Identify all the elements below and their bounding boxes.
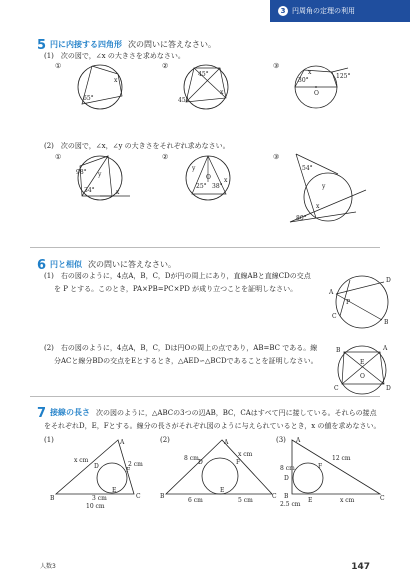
divider-1 (30, 247, 380, 248)
fig71-x: x cm (74, 457, 89, 464)
figure-5-2-2 (170, 152, 250, 212)
fig72-5cm: 5 cm (238, 497, 253, 504)
chapter-header (270, 0, 410, 22)
fig513-125: 125° (336, 73, 351, 80)
fig73-D: D (284, 475, 289, 482)
q5-2-text: (2) 次の図で，∠x，∠y の大きさをそれぞれ求めなさい。 (44, 142, 230, 150)
fig71-C: C (136, 493, 141, 500)
fig521-34: 34° (84, 187, 95, 194)
fig73-B: B (284, 493, 289, 500)
chapter-title: 円周角の定理の利用 (292, 7, 355, 15)
section-5-instruction: 次の問いに答えなさい。 (128, 40, 217, 49)
fig62-O: O (360, 373, 365, 380)
q5-1-mark-3: ③ (273, 62, 280, 70)
fig512-45a: 45° (198, 71, 209, 78)
fig73-F: F (318, 463, 323, 470)
fig71-A: A (120, 439, 125, 446)
q5-2-mark-2: ② (162, 153, 169, 161)
figure-5-1-3 (276, 62, 366, 122)
fig72-6cm: 6 cm (188, 497, 203, 504)
fig73-E: E (308, 497, 313, 504)
q5-2-mark-3: ③ (273, 153, 280, 161)
fig523-x: x (316, 203, 320, 210)
fig72-E: E (220, 487, 225, 494)
divider-2 (30, 396, 380, 397)
fig512-x: x (220, 89, 224, 96)
fig62-C: C (334, 385, 339, 392)
fig61-B: B (384, 319, 389, 326)
fig513-x: x (308, 69, 312, 76)
section-7-number: 7 (37, 406, 47, 421)
fig73-x: x cm (340, 497, 355, 504)
figure-5-2-1 (60, 152, 160, 212)
fig72-x: x cm (238, 451, 253, 458)
fig71-F: F (126, 467, 131, 474)
fig72-C: C (272, 493, 277, 500)
fig521-98: 98° (76, 169, 87, 176)
fig72-B: B (160, 493, 165, 500)
fig71-10cm: 10 cm (86, 503, 105, 510)
q7-mark-1: (1) (44, 436, 54, 444)
fig62-B: B (336, 347, 341, 354)
fig62-A: A (383, 345, 388, 352)
figure-5-1-2 (168, 62, 248, 122)
fig71-B: B (50, 495, 55, 502)
fig72-F: F (236, 459, 241, 466)
section-5-number: 5 (37, 38, 47, 53)
q7-mark-3: (3) (276, 436, 286, 444)
figure-7-2 (160, 438, 280, 518)
section-6-number: 6 (37, 258, 47, 273)
fig71-2cm: 2 cm (128, 461, 143, 468)
footer-label: 人数3 (40, 563, 56, 570)
fig522-y: y (192, 165, 196, 172)
fig62-D: D (386, 385, 391, 392)
fig73-12cm: 12 cm (332, 455, 351, 462)
figure-5-2-3 (276, 152, 376, 232)
fig513-30: 30° (298, 77, 309, 84)
fig73-2-5cm: 2.5 cm (280, 501, 301, 508)
q6-2-line1: (2) 右の図のように，4点A，B，C，Dは円Oの周上の点であり，AB=BC である。線 (44, 344, 318, 352)
chapter-number: 3 (278, 6, 288, 16)
q6-1-line2: を P とする。このとき，PA×PB=PC×PD が成り立つことを証明しなさい。 (54, 285, 298, 293)
section-6-instruction: 次の問いに答えなさい。 (88, 260, 177, 269)
section-7-heading (37, 406, 377, 421)
page-number: 147 (351, 562, 370, 572)
fig62-E: E (360, 359, 365, 366)
fig511-65: 65° (83, 95, 94, 102)
q5-1-mark-1: ① (55, 62, 62, 70)
fig71-3cm: 3 cm (92, 495, 107, 502)
fig72-8cm: 8 cm (184, 455, 199, 462)
fig522-O: O (206, 174, 211, 181)
fig61-D: D (386, 277, 391, 284)
fig72-A: A (224, 439, 229, 446)
fig61-P: P (346, 299, 351, 306)
fig522-38: 38° (212, 183, 223, 190)
q6-1-line1: (1) 右の図のように，4点A，B，C，Dが円の周上にあり，直線ABと直線CDの交点 (44, 272, 311, 280)
section-7-text-2: をそれぞれD，E，Fとする。線分の長さがそれぞれ図のように与えられているとき，x の値を求めなさい。 (44, 422, 381, 430)
fig73-A: A (296, 437, 301, 444)
q6-2-line2: 分ACと線分BDの交点をEとするとき，△AED∽△BCDであることを証明しなさい。 (54, 357, 318, 365)
section-6-title: 円と相似 (50, 260, 83, 269)
figure-6-2 (328, 340, 398, 400)
fig523-54: 54° (302, 165, 313, 172)
fig523-y: y (322, 183, 326, 190)
fig511-x: x (114, 77, 118, 84)
q5-2-mark-1: ① (55, 153, 62, 161)
fig521-y: y (98, 171, 102, 178)
fig513-O: O (314, 90, 319, 97)
section-7-title: 接線の長さ (50, 408, 91, 417)
section-5-title: 円に内接する四角形 (50, 40, 123, 49)
q5-1-text: (1) 次の図で，∠x の大きさを求めなさい。 (44, 52, 185, 60)
fig521-x: x (116, 189, 120, 196)
section-7-text-1: 次の図のように，△ABCの3つの辺AB，BC，CAはすべて円に接している。それらの接点 (96, 409, 377, 417)
q7-mark-2: (2) (160, 436, 170, 444)
fig522-x: x (224, 177, 228, 184)
fig71-E: E (112, 487, 117, 494)
figure-5-1-1 (60, 62, 140, 122)
fig73-8cm: 8 cm (280, 465, 295, 472)
fig73-C: C (380, 495, 385, 502)
fig72-D: D (198, 459, 203, 466)
fig523-80: 80° (296, 215, 307, 222)
fig61-C: C (332, 313, 337, 320)
fig512-45b: 45° (178, 97, 189, 104)
fig61-A: A (329, 289, 334, 296)
q5-1-mark-2: ② (162, 62, 169, 70)
figure-6-1 (322, 272, 392, 332)
fig71-D: D (94, 463, 99, 470)
figure-7-3 (280, 436, 390, 516)
fig522-25: 25° (196, 183, 207, 190)
figure-7-1 (48, 438, 158, 518)
